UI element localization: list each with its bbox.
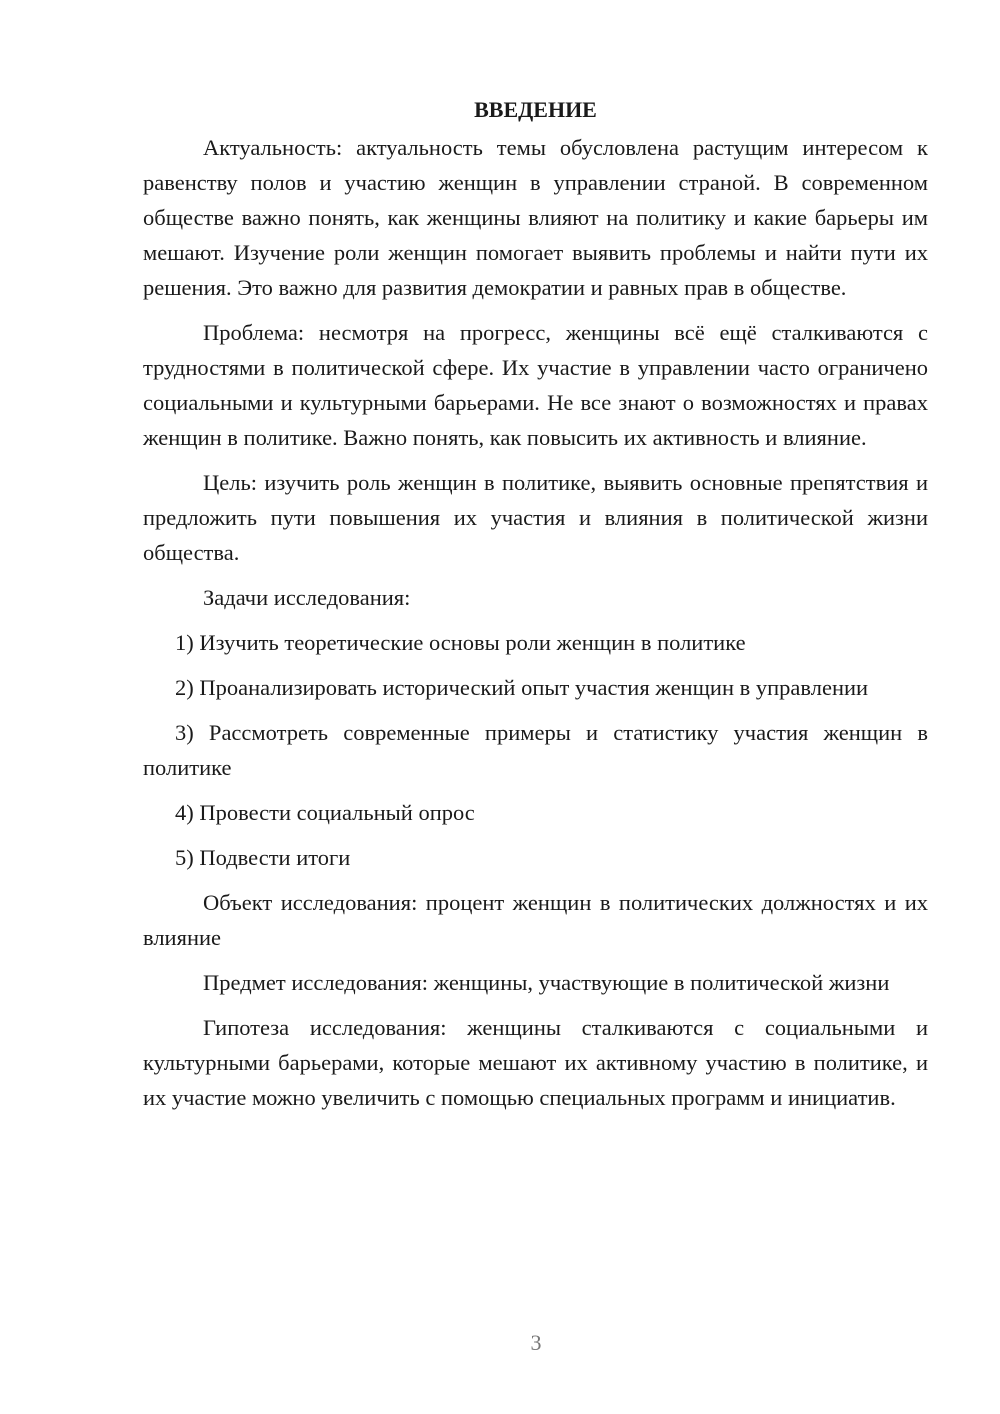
- task-item: 3) Рассмотреть современные примеры и статистику участия женщин в политике: [143, 720, 928, 780]
- task-item: 2) Проанализировать исторический опыт участия женщин в управлении: [175, 675, 869, 700]
- object-paragraph: Объект исследования: процент женщин в политических должностях и их влияние: [143, 890, 928, 950]
- problem-paragraph: Проблема: несмотря на прогресс, женщины всё ещё сталкиваются с трудностями в политической сфере. Их участие в управлении часто ограничено социальными и культурными барьерами. Не все знают о возможностях и правах женщин в политике. Важно понять, как повысить их активность и влияние.: [143, 320, 928, 450]
- task-item: 5) Подвести итоги: [175, 845, 351, 870]
- subject-paragraph: Предмет исследования: женщины, участвующие в политической жизни: [203, 970, 890, 995]
- section-heading: ВВЕДЕНИЕ: [474, 97, 597, 122]
- relevance-paragraph: Актуальность: актуальность темы обусловлена растущим интересом к равенству полов и участию женщин в управлении страной. В современном обществе важно понять, как женщины влияют на политику и какие барьеры им мешают. Изучение роли женщин помогает выявить проблемы и найти пути их решения. Это важно для развития демократии и равных прав в обществе.: [143, 135, 928, 300]
- page-content: [143, 92, 928, 1125]
- hypothesis-paragraph: Гипотеза исследования: женщины сталкиваются с социальными и культурными барьерами, которые мешают их активному участию в политике, и их участие можно увеличить с помощью специальных программ и инициатив.: [143, 1015, 928, 1110]
- task-item: 4) Провести социальный опрос: [175, 800, 475, 825]
- tasks-title: Задачи исследования:: [203, 585, 411, 610]
- goal-paragraph: Цель: изучить роль женщин в политике, выявить основные препятствия и предложить пути повышения их участия и влияния в политической жизни общества.: [143, 470, 928, 565]
- page-number: 3: [530, 1330, 542, 1355]
- task-item: 1) Изучить теоретические основы роли женщин в политике: [175, 630, 746, 655]
